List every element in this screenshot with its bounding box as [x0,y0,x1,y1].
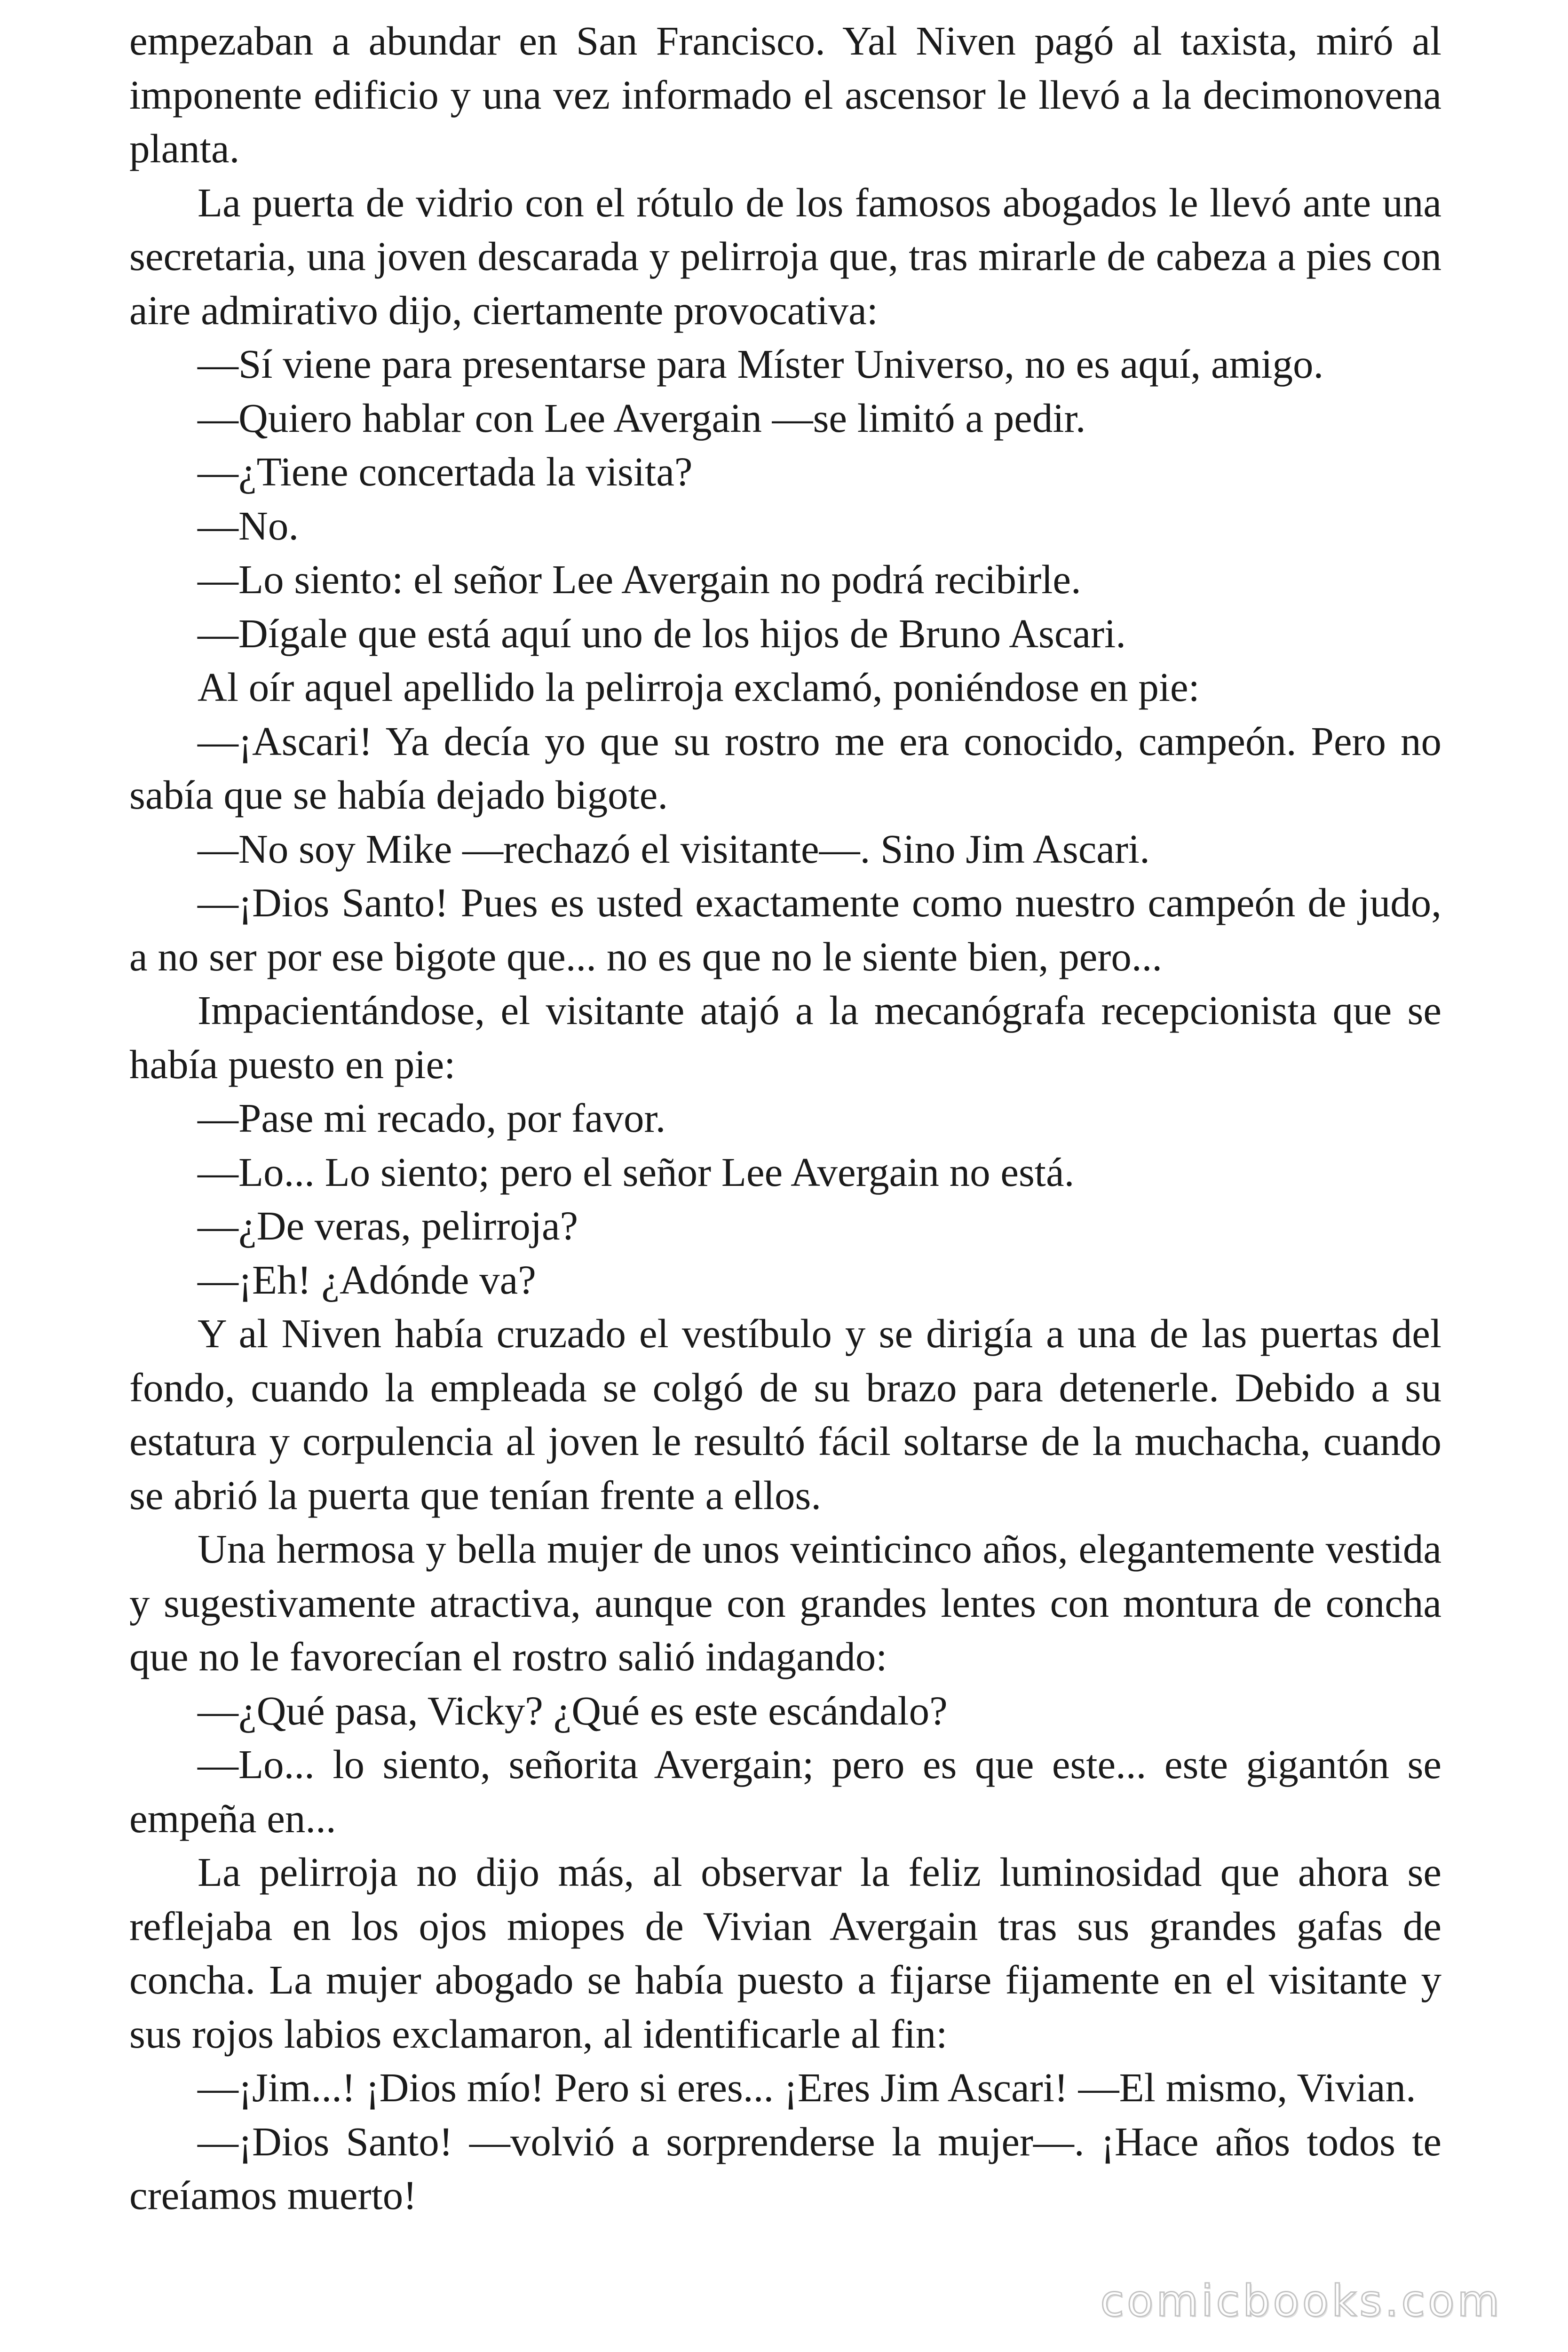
paragraph: —Pase mi recado, por favor. [198,1095,666,1141]
paragraph: —Lo... lo siento, señorita Avergain; pero es que este... este gigantón se empeña en... [129,1741,1441,1841]
paragraph: Al oír aquel apellido la pelirroja exclamó, poniéndose en pie: [198,664,1200,710]
paragraph: —Quiero hablar con Lee Avergain —se limitó a pedir. [198,395,1086,441]
paragraph: —Lo siento: el señor Lee Avergain no podrá recibirle. [198,556,1081,602]
paragraph: —¡Dios Santo! Pues es usted exactamente como nuestro campeón de judo, a no ser por ese bigote que... no es que no le siente bien, pero... [129,880,1441,979]
paragraph: Impacientándose, el visitante atajó a la mecanógrafa recepcionista que se había puesto en pie: [129,987,1441,1087]
paragraph: empezaban a abundar en San Francisco. Yal Niven pagó al taxista, miró al imponente edificio y una vez informado el ascensor le llevó a la decimonovena planta. [129,18,1441,171]
paragraph: —No soy Mike —rechazó el visitante—. Sino Jim Ascari. [198,826,1150,872]
paragraph: La pelirroja no dijo más, al observar la feliz luminosidad que ahora se reflejaba en los ojos miopes de Vivian Avergain tras sus grandes gafas de concha. La mujer abogado se había puesto a fijarse fijamente en el visitante y sus rojos labios exclamaron, al identificarle al fin: [129,1849,1441,2057]
paragraph: Y al Niven había cruzado el vestíbulo y se dirigía a una de las puertas del fondo, cuando la empleada se colgó de su brazo para detenerle. Debido a su estatura y corpulencia al joven le resultó fácil soltarse de la muchacha, cuando se abrió la puerta que tenían frente a ellos. [129,1311,1441,1518]
paragraph: —¡Jim...! ¡Dios mío! Pero si eres... ¡Eres Jim Ascari! —El mismo, Vivian. [198,2065,1416,2110]
paragraph: —No. [198,502,299,548]
paragraph: —¡Dios Santo! —volvió a sorprenderse la mujer—. ¡Hace años todos te creíamos muerto! [129,2118,1441,2218]
page-body [129,14,1441,2223]
paragraph: Una hermosa y bella mujer de unos veinticinco años, elegantemente vestida y sugestivamente atractiva, aunque con grandes lentes con montura de concha que no le favorecían el rostro salió indagando: [129,1526,1441,1679]
paragraph: —¿Qué pasa, Vicky? ¿Qué es este escándalo? [198,1687,948,1733]
watermark: comicbooks.com [1100,2276,1502,2326]
paragraph: —Lo... Lo siento; pero el señor Lee Avergain no está. [198,1149,1075,1195]
paragraph: —Sí viene para presentarse para Míster Universo, no es aquí, amigo. [198,341,1324,387]
paragraph: —Dígale que está aquí uno de los hijos de Bruno Ascari. [198,610,1126,656]
paragraph: —¿De veras, pelirroja? [198,1203,578,1248]
paragraph: —¿Tiene concertada la visita? [198,449,693,494]
paragraph: —¡Eh! ¿Adónde va? [198,1256,536,1303]
paragraph: La puerta de vidrio con el rótulo de los famosos abogados le llevó ante una secretaria, una joven descarada y pelirroja que, tras mirarle de cabeza a pies con aire admirativo dijo, ciertamente provocativa: [129,179,1441,333]
paragraph: —¡Ascari! Ya decía yo que su rostro me era conocido, campeón. Pero no sabía que se había dejado bigote. [129,718,1441,818]
